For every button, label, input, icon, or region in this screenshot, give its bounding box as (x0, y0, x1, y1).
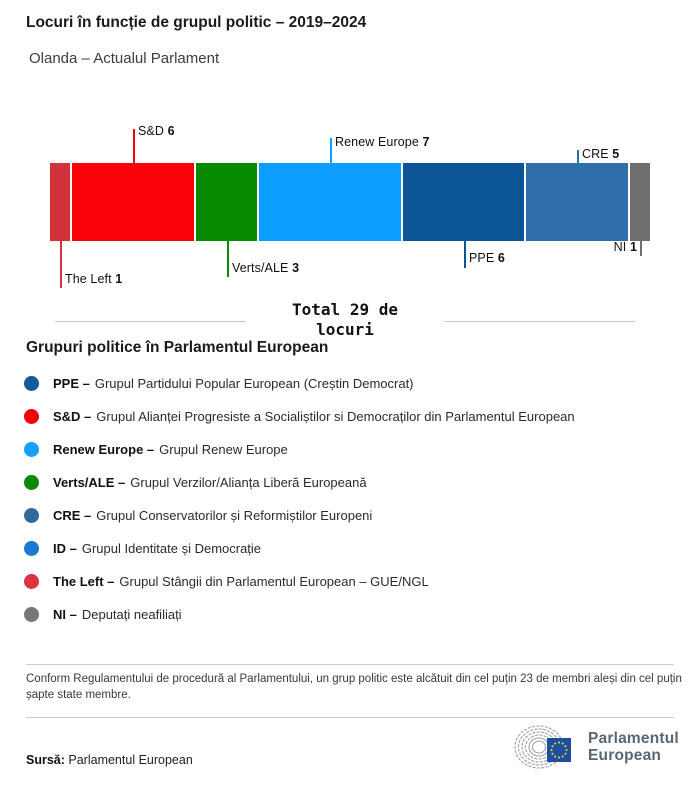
legend-abbr-ni: NI – (53, 607, 77, 622)
source-line (26, 753, 193, 767)
legend-abbr-the-left: The Left – (53, 574, 115, 589)
legend-desc-id: Grupul Identitate și Democrație (81, 541, 262, 556)
legend-text-renew-europe (53, 442, 288, 457)
callout-label-renew-europe (335, 135, 430, 149)
legend-item-cre (24, 499, 688, 532)
legend-item-verts-ale (24, 466, 688, 499)
callout-name-renew-europe: Renew Europe (335, 135, 423, 149)
bar-segment-renew-europe (259, 163, 401, 241)
logo-wordmark (588, 731, 679, 772)
legend-dot-s-d (24, 409, 39, 424)
callout-name-ppe: PPE (469, 251, 498, 265)
legend-dot-ppe (24, 376, 39, 391)
bar-segment-s-d (72, 163, 194, 241)
bar-segment-ni (630, 163, 650, 241)
callout-label-cre (582, 147, 619, 161)
callout-line-s-d (133, 129, 135, 163)
legend-item-ppe (24, 367, 688, 400)
legend-abbr-renew-europe: Renew Europe – (53, 442, 155, 457)
bar-segment-ppe (403, 163, 525, 241)
callout-value-the-left: 1 (115, 272, 123, 286)
legend-dot-ni (24, 607, 39, 622)
legend-desc-ppe: Grupul Partidului Popular European (Creștin Democrat) (94, 376, 414, 391)
legend-abbr-cre: CRE – (53, 508, 92, 523)
callout-line-ni (640, 241, 642, 256)
callout-line-ppe (464, 241, 466, 268)
legend-text-ni (53, 607, 182, 622)
callout-line-renew-europe (330, 138, 332, 163)
legend-text-verts-ale (53, 475, 367, 490)
bar-segment-cre (526, 163, 627, 241)
stacked-seat-bar (50, 163, 650, 241)
legend-desc-s-d: Grupul Alianței Progresiste a Socialiștilor si Democraților din Parlamentul European (96, 409, 575, 424)
total-seats-divider (55, 300, 635, 339)
bar-segment-the-left (50, 163, 70, 241)
legend-text-the-left (53, 574, 429, 589)
legend-dot-renew-europe (24, 442, 39, 457)
legend-desc-the-left: Grupul Stângii din Parlamentul European – GUE/NGL (119, 574, 429, 589)
footnote-divider-top (26, 664, 674, 665)
callout-label-ni (614, 240, 637, 254)
seats-chart (50, 118, 650, 298)
callout-value-s-d: 6 (167, 124, 175, 138)
callout-name-s-d: S&D (138, 124, 168, 138)
legend-text-id (53, 541, 261, 556)
callout-value-ppe: 6 (497, 251, 505, 265)
page-subtitle: Olanda – Actualul Parlament (29, 50, 220, 67)
callout-name-cre: CRE (582, 147, 613, 161)
callout-label-ppe (469, 251, 505, 265)
legend (24, 367, 688, 631)
bar-segment-verts-ale (196, 163, 257, 241)
callout-name-the-left: The Left (65, 272, 116, 286)
legend-item-the-left (24, 565, 688, 598)
callout-label-s-d (138, 124, 175, 138)
divider-line-left (55, 321, 246, 322)
legend-abbr-verts-ale: Verts/ALE – (53, 475, 126, 490)
callout-line-the-left (60, 241, 62, 288)
legend-abbr-id: ID – (53, 541, 77, 556)
callout-label-the-left (65, 272, 122, 286)
legend-item-renew-europe (24, 433, 688, 466)
logo-wordmark-line1: Parlamentul (588, 730, 679, 747)
callout-value-ni: 1 (629, 240, 637, 254)
callout-name-verts-ale: Verts/ALE (232, 261, 293, 275)
callout-value-renew-europe: 7 (422, 135, 430, 149)
source-label: Sursă: (26, 753, 65, 767)
european-parliament-logo (511, 722, 679, 772)
legend-text-cre (53, 508, 372, 523)
divider-line-right (444, 321, 635, 322)
legend-item-s-d (24, 400, 688, 433)
legend-dot-cre (24, 508, 39, 523)
page-title: Locuri în funcție de grupul politic – 2019–2024 (26, 14, 367, 31)
footnote-divider-bottom (26, 717, 674, 718)
legend-desc-cre: Grupul Conservatorilor și Reformiștilor Europeni (96, 508, 373, 523)
source-value: Parlamentul European (68, 753, 193, 767)
footnote-text: Conform Regulamentului de procedură al Parlamentului, un grup politic este alcătuit din cel puțin 23 de membri aleși din cel puțin șapte state membre. (26, 673, 682, 701)
legend-desc-verts-ale: Grupul Verzilor/Alianța Liberă Europeană (130, 475, 367, 490)
callout-value-verts-ale: 3 (292, 261, 300, 275)
legend-abbr-s-d: S&D – (53, 409, 92, 424)
callout-label-verts-ale (232, 261, 299, 275)
legend-dot-verts-ale (24, 475, 39, 490)
legend-item-ni (24, 598, 688, 631)
callout-line-verts-ale (227, 241, 229, 277)
legend-desc-ni: Deputați neafiliați (81, 607, 182, 622)
legend-abbr-ppe: PPE – (53, 376, 90, 391)
legend-dot-the-left (24, 574, 39, 589)
legend-item-id (24, 532, 688, 565)
hemicycle-icon (511, 722, 579, 772)
legend-dot-id (24, 541, 39, 556)
callout-name-ni: NI (613, 240, 630, 254)
legend-text-s-d (53, 409, 575, 424)
legend-desc-renew-europe: Grupul Renew Europe (159, 442, 288, 457)
callout-line-cre (577, 150, 579, 163)
total-seats-label: Total 29 de locuri (292, 300, 398, 339)
callout-value-cre: 5 (612, 147, 620, 161)
logo-wordmark-line2: European (588, 746, 662, 764)
legend-text-ppe (53, 376, 414, 391)
legend-heading: Grupuri politice în Parlamentul European (26, 339, 329, 356)
